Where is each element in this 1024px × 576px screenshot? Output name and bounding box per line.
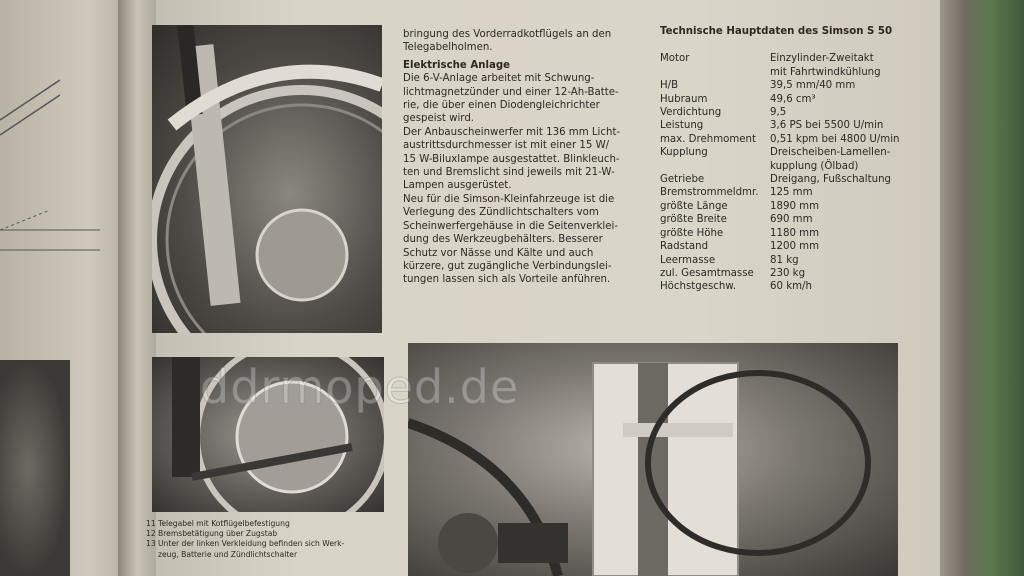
caption-number: 11 xyxy=(146,519,156,528)
spec-title: Technische Hauptdaten des Simson S 50 xyxy=(660,26,893,37)
spec-table xyxy=(660,25,922,294)
spec-key: Leermasse xyxy=(660,254,716,266)
spec-value: Dreischeiben-Lamellen- xyxy=(770,147,891,159)
spec-key xyxy=(660,160,770,173)
body-line: Die 6-V-Anlage arbeitet mit Schwung- xyxy=(403,73,595,85)
photo-telegabel xyxy=(152,25,382,333)
body-line: Scheinwerfergehäuse in die Seitenverklei- xyxy=(403,220,619,232)
spec-key xyxy=(660,66,770,79)
body-line: lichtmagnetzünder und einer 12-Ah-Batte- xyxy=(403,86,619,98)
body-line: Neu für die Simson-Kleinfahrzeuge ist die xyxy=(403,193,615,205)
spec-key: größte Breite xyxy=(660,214,727,226)
spec-row xyxy=(660,186,922,199)
intro-line-1: bringung des Vorderradkotflügels an den xyxy=(403,29,612,40)
spec-row xyxy=(660,160,922,173)
body-line: Der Anbauscheinwerfer mit 136 mm Licht- xyxy=(403,126,621,138)
caption xyxy=(146,519,396,529)
intro-line-2: Telegabelholmen. xyxy=(403,42,493,54)
spec-value: 125 mm xyxy=(770,187,813,199)
spec-key: Getriebe xyxy=(660,174,705,186)
spec-value: 39,5 mm/40 mm xyxy=(770,80,856,92)
spec-key: Höchstgeschw. xyxy=(660,281,736,293)
section-heading: Elektrische Anlage xyxy=(403,59,511,71)
spec-row xyxy=(660,79,922,92)
spec-row xyxy=(660,106,922,119)
spec-row xyxy=(660,66,922,79)
spec-row xyxy=(660,52,922,65)
spec-value: 690 mm xyxy=(770,214,813,226)
spec-key: Motor xyxy=(660,53,690,65)
spec-row xyxy=(660,133,922,146)
spec-row xyxy=(660,240,922,253)
spec-value: mit Fahrtwindkühlung xyxy=(770,66,881,78)
caption xyxy=(146,539,396,549)
right-background xyxy=(940,0,1024,576)
spec-key: zul. Gesamtmasse xyxy=(660,267,754,279)
spec-value: 1890 mm xyxy=(770,200,820,212)
caption-number xyxy=(146,550,158,560)
body-line: gespeist wird. xyxy=(403,113,475,125)
spec-key: Kupplung xyxy=(660,147,708,159)
caption xyxy=(146,529,396,539)
body-line: dung des Werkzeugbehälters. Besserer xyxy=(403,234,603,246)
caption-text: zeug, Batterie und Zündlichtschalter xyxy=(158,549,298,559)
caption xyxy=(146,550,396,560)
spec-row xyxy=(660,146,922,159)
spec-row xyxy=(660,254,922,267)
body-line: tungen lassen sich als Vorteile anführen. xyxy=(403,274,611,286)
caption-text: Telegabel mit Kotflügelbefestigung xyxy=(158,519,290,528)
spec-key: Bremstrommeldmr. xyxy=(660,187,759,199)
spec-row xyxy=(660,280,922,293)
caption-number: 12 xyxy=(146,529,156,539)
book-gutter xyxy=(118,0,156,576)
body-line: Lampen ausgerüstet. xyxy=(403,180,512,192)
spec-row xyxy=(660,267,922,280)
spec-row xyxy=(660,227,922,240)
body-line: kürzere, gut zugängliche Verbindungslei- xyxy=(403,260,612,272)
spec-key: Hubraum xyxy=(660,93,708,105)
spec-key: H/B xyxy=(660,80,679,92)
body-line: Verlegung des Zündlichtschalters vom xyxy=(403,207,599,219)
body-line: Schutz vor Nässe und Kälte und auch xyxy=(403,247,594,259)
left-page-photo xyxy=(0,360,70,576)
spec-value: 1180 mm xyxy=(770,227,820,239)
caption-number: 13 xyxy=(146,539,156,549)
spec-key: Leistung xyxy=(660,120,704,132)
spec-value: 1200 mm xyxy=(770,241,820,253)
caption-text: Unter der linken Verkleidung befinden sich Werk- xyxy=(158,539,345,549)
body-line: austrittsdurchmesser ist mit einer 15 W/ xyxy=(403,140,610,152)
body-line: 15 W-Biluxlampe ausgestattet. Blinkleuch- xyxy=(403,153,620,165)
spec-row xyxy=(660,93,922,106)
caption-text: Bremsbetätigung über Zugstab xyxy=(158,529,278,539)
watermark: ddrmoped.de xyxy=(200,360,520,414)
body-line: rie, die über einen Diodengleichrichter xyxy=(403,100,600,112)
spec-value: 9,5 xyxy=(770,107,787,119)
spec-key: Radstand xyxy=(660,241,709,253)
spec-value: kupplung (Ölbad) xyxy=(770,160,859,172)
spec-row xyxy=(660,119,922,132)
spec-key: größte Höhe xyxy=(660,227,724,239)
spec-value: Einzylinder-Zweitakt xyxy=(770,53,874,65)
spec-key: max. Drehmoment xyxy=(660,133,757,145)
electrical-description xyxy=(403,28,637,287)
spec-value: 81 kg xyxy=(770,254,799,266)
spec-value: 3,6 PS bei 5500 U/min xyxy=(770,120,884,132)
spec-key: Verdichtung xyxy=(660,107,722,119)
spec-value: 0,51 kpm bei 4800 U/min xyxy=(770,133,900,145)
spec-value: 60 km/h xyxy=(770,281,812,293)
spec-row xyxy=(660,213,922,226)
figure-captions xyxy=(146,519,396,560)
spec-value: Dreigang, Fußschaltung xyxy=(770,174,892,186)
spec-row xyxy=(660,200,922,213)
spec-value: 49,6 cm³ xyxy=(770,93,816,105)
spec-row xyxy=(660,173,922,186)
wheel-drawing xyxy=(152,25,382,333)
spec-key: größte Länge xyxy=(660,200,728,212)
spec-value: 230 kg xyxy=(770,267,806,279)
body-line: ten und Bremslicht sind jeweils mit 21-W- xyxy=(403,167,615,179)
